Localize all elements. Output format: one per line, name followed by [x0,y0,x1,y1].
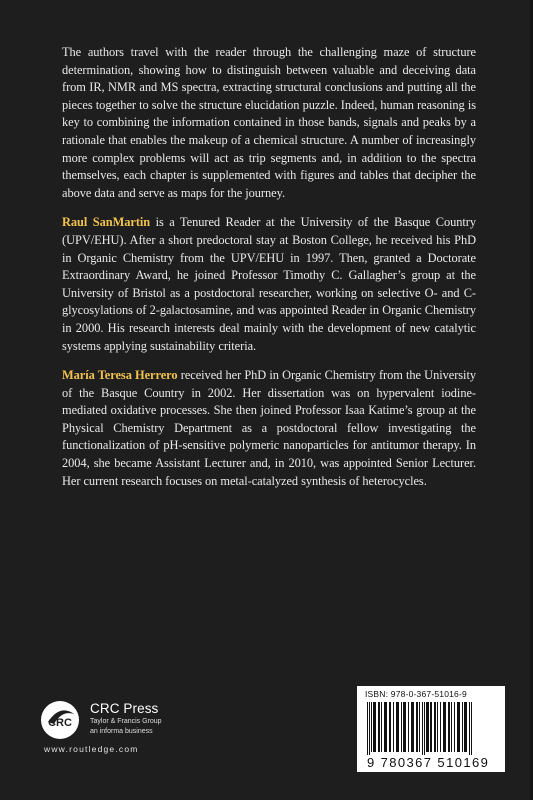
barcode-bar [401,702,402,752]
author-name-herrero: María Teresa Herrero [62,368,178,383]
author-bio-sanmartin [62,214,476,355]
publisher-group: Taylor & Francis Group [90,718,162,725]
barcode-bar [426,702,429,752]
barcode-bar [389,702,391,752]
barcode-guard-bar [471,702,472,758]
barcode-guard-bar [422,702,423,758]
crc-logo-text: CRC [48,717,72,729]
barcode-bar [451,702,452,752]
barcode-guard-bar [469,702,470,758]
description-paragraph: The authors travel with the reader through the challenging maze of structure determination, showing how to distinguish between valuable and deceiving data from IR, NMR and MS spectra, extracting structural conclusions and putting all the pieces together to solve the structure elucidation puzzle. Indeed, human reasoning is key to combining the information contained in those bands, signals and peaks by a rationale that enables the makeup of a chemical structure. A number of increasingly more complex problems will act as trip segments and, in addition to the spectra themselves, each chapter is supplemented with figures and tables that decipher the above data and serve as maps for the journey. [62,45,476,200]
barcode-bar [419,702,420,752]
barcode-guard-bar [424,702,425,758]
barcode-bar [430,702,432,752]
barcode-bar [462,702,463,752]
back-cover-text [62,44,476,502]
barcode-bar [434,702,436,752]
barcode-bar [454,702,455,752]
isbn-barcode [357,686,505,772]
barcode-bar [393,702,394,752]
barcode-bar [411,702,414,752]
barcode-bar [371,702,372,752]
publisher-website: www.routledge.com [44,744,139,754]
barcode-bar [448,702,450,752]
barcode-guard-bar [369,702,370,758]
barcode-bar [464,702,467,752]
publisher-name: CRC Press [90,701,159,716]
barcode-bar [396,702,399,752]
author-bio-herrero [62,367,476,490]
publisher-block [40,698,260,758]
publisher-business: an informa business [90,728,153,735]
barcode-bar [457,702,460,752]
barcode-bar [437,702,438,752]
barcode-bar [378,702,380,752]
barcode-bar [381,702,382,752]
barcode-bar [440,702,441,752]
author-name-sanmartin: Raul SanMartin [62,215,151,230]
isbn-label: ISBN: 978-0-367-51016-9 [365,689,467,699]
barcode-bar [416,702,418,752]
barcode-bar [373,702,376,752]
barcode-digits: 9 780367 510169 [367,755,490,770]
barcode-bars [361,702,501,762]
barcode-bar [403,702,406,752]
barcode-bar [408,702,409,752]
barcode-bar [384,702,387,752]
author-bio-text-sanmartin: is a Tenured Reader at the University of the Basque Country (UPV/EHU). After a short predoctoral stay at Boston College, he received his PhD in Organic Chemistry from the UPV/EHU in 1997. Then, granted a Doctorate Extraordinary Award, he joined Professor Timothy C. Gallagher’s group at the University of Bristol as a postdoctoral researcher, working on selective O- and C-glycosylations of 2-galactosamine, and was appointed Reader in Organic Chemistry in 2000. His research interests deal mainly with the development of new catalytic systems applying sustainability criteria. [62,215,476,353]
author-bio-text-herrero: received her PhD in Organic Chemistry from the University of the Basque Country in 2002. Her dissertation was on hypervalent iodine-mediated oxidative processes. She then joined Professor Isaa Katime’s group at the Physical Chemistry Department as a postdoctoral fellow investigating the functionalization of pH-sensitive polymeric nanoparticles for antitumor therapy. In 2004, she became Assistant Lecturer and, in 2010, was appointed Senior Lecturer. Her current research focuses on metal-catalyzed synthesis of heterocycles. [62,368,476,488]
barcode-bar [443,702,446,752]
crc-press-logo [40,700,80,740]
barcode-guard-bar [367,702,368,758]
